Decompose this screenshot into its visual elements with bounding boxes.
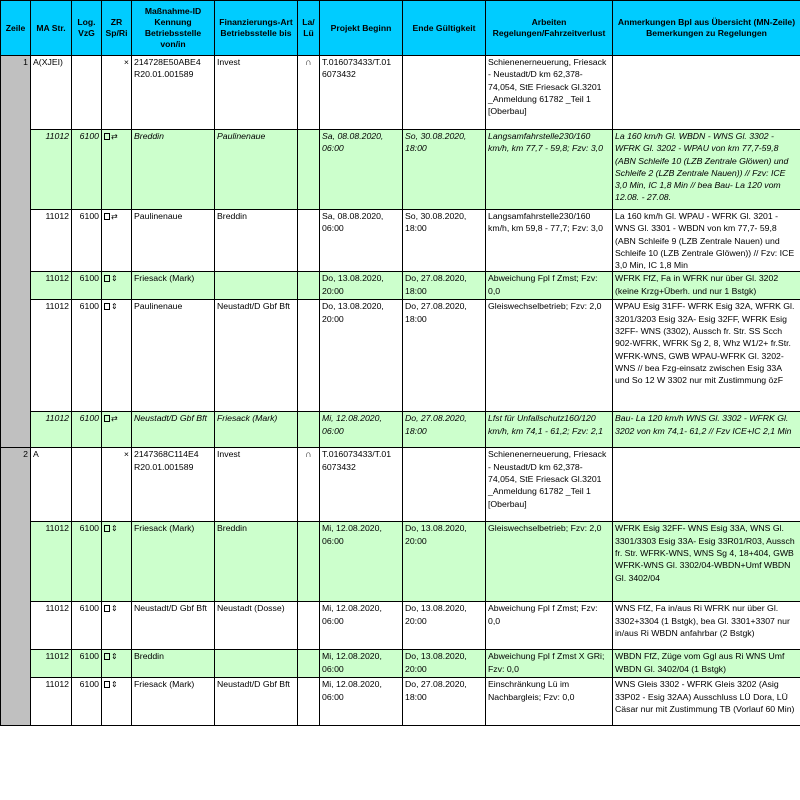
ende-cell [403, 56, 486, 130]
la-lue-cell [298, 272, 320, 300]
la-lue-cell [298, 412, 320, 448]
la-lue-cell [298, 650, 320, 678]
table-row [1, 130, 800, 210]
la-lue-cell [298, 210, 320, 272]
arbeiten-cell: Langsamfahrstelle230/160 km/h, km 59,8 - 77,7; Fzv: 3,0 [486, 210, 613, 272]
anmerkungen-cell: WFRK FfZ, Fa in WFRK nur über Gl. 3202 (keine Krzg+Überh. und nur 1 Bstgk) [613, 272, 800, 300]
ma-str-cell: 11012 [31, 210, 72, 272]
projekt-beginn-cell: Mi, 12.08.2020, 06:00 [320, 522, 403, 602]
zeile-number: 1 [1, 56, 31, 448]
ende-cell: Do, 27.08.2020, 18:00 [403, 272, 486, 300]
anmerkungen-cell: Bau- La 120 km/h WNS Gl. 3302 - WFRK Gl. 3202 von km 74,1- 61,2 // Fzv ICE+IC 2,1 Min [613, 412, 800, 448]
ende-cell: Do, 13.08.2020, 20:00 [403, 602, 486, 650]
la-lue-cell [298, 678, 320, 726]
arbeiten-cell: Schienenerneuerung, Friesack - Neustadt/D km 62,378-74,054, StE Friesack Gl.3201 _Anmeldung 61782 _Teil 1 [Oberbau] [486, 448, 613, 522]
ende-cell: Do, 27.08.2020, 18:00 [403, 300, 486, 412]
checkbox-icon [104, 525, 110, 532]
header-row [1, 1, 800, 56]
projekt-beginn-cell: Do, 13.08.2020, 20:00 [320, 272, 403, 300]
ma-str-cell: 11012 [31, 678, 72, 726]
ende-cell [403, 448, 486, 522]
projekt-beginn-cell: Sa, 08.08.2020, 06:00 [320, 210, 403, 272]
projekt-beginn-cell: Mi, 12.08.2020, 06:00 [320, 602, 403, 650]
log-vzg-cell [72, 448, 102, 522]
projekt-beginn-cell: Sa, 08.08.2020, 06:00 [320, 130, 403, 210]
direction-icon: ⇕ [111, 524, 118, 534]
zr-cell [102, 210, 132, 272]
log-vzg-cell: 6100 [72, 522, 102, 602]
table-row [1, 678, 800, 726]
massnahme-id-cell: 214728E50ABE4 R20.01.001589 [132, 56, 215, 130]
checkbox-icon [104, 133, 110, 140]
betriebsstelle-bis-cell: Neustadt/D Gbf Bft [215, 300, 298, 412]
arbeiten-cell: Abweichung Fpl f Zmst; Fzv: 0,0 [486, 272, 613, 300]
log-vzg-cell: 6100 [72, 130, 102, 210]
betriebsstelle-von-cell: Friesack (Mark) [132, 272, 215, 300]
zr-cell [102, 678, 132, 726]
finanzierungsart-cell: Invest [215, 448, 298, 522]
ende-cell: So, 30.08.2020, 18:00 [403, 210, 486, 272]
direction-icon: ⇄ [111, 212, 118, 221]
ma-str-cell: 11012 [31, 130, 72, 210]
ende-cell: Do, 27.08.2020, 18:00 [403, 412, 486, 448]
zr-cell: × [102, 56, 132, 130]
direction-icon: ⇕ [111, 604, 118, 614]
arbeiten-cell: Abweichung Fpl f Zmst X GRi; Fzv: 0,0 [486, 650, 613, 678]
ende-cell: Do, 13.08.2020, 20:00 [403, 522, 486, 602]
ma-str-cell: 11012 [31, 272, 72, 300]
checkbox-icon [104, 275, 110, 282]
arbeiten-cell: Einschränkung Lü im Nachbargleis; Fzv: 0,0 [486, 678, 613, 726]
table-row [1, 522, 800, 602]
projekt-beginn-cell: Mi, 12.08.2020, 06:00 [320, 678, 403, 726]
log-vzg-cell [72, 56, 102, 130]
arbeiten-cell: Schienenerneuerung, Friesack - Neustadt/D km 62,378-74,054, StE Friesack Gl.3201 _Anmeldung 61782 _Teil 1 [Oberbau] [486, 56, 613, 130]
zr-cell [102, 130, 132, 210]
betriebsstelle-bis-cell [215, 272, 298, 300]
betriebsstelle-bis-cell: Breddin [215, 522, 298, 602]
header-log-vzg: Log. VzG [72, 1, 102, 56]
header-zeile: Zeile [1, 1, 31, 56]
header-projekt-beginn: Projekt Beginn [320, 1, 403, 56]
arbeiten-cell: Lfst für Unfallschutz160/120 km/h, km 74,1 - 61,2; Fzv: 2,1 [486, 412, 613, 448]
log-vzg-cell: 6100 [72, 602, 102, 650]
betriebsstelle-von-cell: Friesack (Mark) [132, 678, 215, 726]
arbeiten-cell: Gleiswechselbetrieb; Fzv: 2,0 [486, 522, 613, 602]
massnahme-id-cell: 2147368C114E4 R20.01.001589 [132, 448, 215, 522]
zr-cell [102, 272, 132, 300]
zr-cell [102, 300, 132, 412]
anmerkungen-cell: WNS FfZ, Fa in/aus Ri WFRK nur über Gl. 3302+3304 (1 Bstgk), bea Gl. 3301+3307 nur in/aus Ri WBDN anfahrbar (2 Bstgk) [613, 602, 800, 650]
direction-icon: ⇕ [111, 652, 118, 662]
table-row [1, 412, 800, 448]
la-lue-cell: ∩ [298, 448, 320, 522]
zr-cell [102, 412, 132, 448]
zr-cell [102, 602, 132, 650]
betriebsstelle-bis-cell: Neustadt (Dosse) [215, 602, 298, 650]
header-massnahme-id: Maßnahme-ID Kennung Betriebsstelle von/in [132, 1, 215, 56]
betriebsstelle-bis-cell: Friesack (Mark) [215, 412, 298, 448]
log-vzg-cell: 6100 [72, 210, 102, 272]
la-lue-cell [298, 522, 320, 602]
ende-cell: Do, 27.08.2020, 18:00 [403, 678, 486, 726]
checkbox-icon [104, 653, 110, 660]
la-lue-cell [298, 602, 320, 650]
la-lue-cell [298, 300, 320, 412]
header-anmerkungen: Anmerkungen Bpl aus Übersicht (MN-Zeile) Bemerkungen zu Regelungen [613, 1, 800, 56]
projekt-beginn-cell: T.016073433/T.01 6073432 [320, 448, 403, 522]
zr-cell: × [102, 448, 132, 522]
direction-icon: ⇕ [111, 274, 118, 284]
zeile-number: 2 [1, 448, 31, 726]
ma-str-cell: A [31, 448, 72, 522]
table-body [1, 56, 800, 726]
betriebsstelle-von-cell: Paulinenaue [132, 210, 215, 272]
checkbox-icon [104, 213, 110, 220]
table-row [1, 272, 800, 300]
direction-icon: ⇕ [111, 302, 118, 312]
direction-icon: ⇄ [111, 414, 118, 424]
projekt-beginn-cell: T.016073433/T.01 6073432 [320, 56, 403, 130]
direction-icon: ⇄ [111, 132, 118, 141]
table-row [1, 56, 800, 130]
betriebsstelle-bis-cell: Paulinenaue [215, 130, 298, 210]
betriebsstelle-von-cell: Breddin [132, 650, 215, 678]
anmerkungen-cell: La 160 km/h Gl. WBDN - WNS Gl. 3302 - WFRK Gl. 3202 - WPAU von km 77,7-59,8 (ABN Schleife 10 (LZB Zentrale Glöwen) und Schleife 2 (LZB Zentrale Nauen)) // Fzv: ICE 3,0 Min, IC 1,8 Min // bea Bau- La 120 vom 12.08. - 27.08. [613, 130, 800, 210]
table-row [1, 448, 800, 522]
ma-str-cell: 11012 [31, 412, 72, 448]
header-la-lue: La/ Lü [298, 1, 320, 56]
betriebsstelle-bis-cell [215, 650, 298, 678]
la-lue-cell: ∩ [298, 56, 320, 130]
header-zr-sp-ri: ZR Sp/Ri [102, 1, 132, 56]
anmerkungen-cell: WNS Gleis 3302 - WFRK Gleis 3202 (Asig 33P02 - Esig 32AA) Ausschluss LÜ Dora, LÜ Cäsar nur mit Zustimmung TB (Vorlauf 60 Min) [613, 678, 800, 726]
checkbox-icon [104, 681, 110, 688]
zr-cell [102, 650, 132, 678]
ma-str-cell: A(XJEI) [31, 56, 72, 130]
header-arbeiten: Arbeiten Regelungen/Fahrzeitverlust [486, 1, 613, 56]
checkbox-icon [104, 415, 110, 422]
checkbox-icon [104, 303, 110, 310]
la-lue-cell [298, 130, 320, 210]
direction-icon: ⇕ [111, 680, 118, 690]
header-ende-gueltigkeit: Ende Gültigkeit [403, 1, 486, 56]
ma-str-cell: 11012 [31, 522, 72, 602]
zr-cell [102, 522, 132, 602]
ende-cell: Do, 13.08.2020, 20:00 [403, 650, 486, 678]
betriebsstelle-von-cell: Neustadt/D Gbf Bft [132, 602, 215, 650]
arbeiten-cell: Langsamfahrstelle230/160 km/h, km 77,7 - 59,8; Fzv: 3,0 [486, 130, 613, 210]
ma-str-cell: 11012 [31, 650, 72, 678]
table-row [1, 650, 800, 678]
anmerkungen-cell [613, 56, 800, 130]
projekt-beginn-cell: Mi, 12.08.2020, 06:00 [320, 650, 403, 678]
arbeiten-cell: Abweichung Fpl f Zmst; Fzv: 0,0 [486, 602, 613, 650]
table-row [1, 210, 800, 272]
header-ma-str: MA Str. [31, 1, 72, 56]
anmerkungen-cell: WFRK Esig 32FF- WNS Esig 33A, WNS Gl. 3301/3303 Esig 33A- Esig 33R01/R03, Aussch fr. Str. WFRK-WNS, WNS Sg 4, 18+404, GWB WFRK-WNS Gl. 3302/04-WBDN+Umf WBDN Gl. 3402/04 [613, 522, 800, 602]
anmerkungen-cell: La 160 km/h Gl. WPAU - WFRK Gl. 3201 - WNS Gl. 3301 - WBDN von km 77,7- 59,8 (ABN Schleife 9 (LZB Zentrale Nauen) und Schleife 10 (LZB Zentrale Glöwen)) // Fzv: ICE 3,0 Min, IC 1,8 Min [613, 210, 800, 272]
ma-str-cell: 11012 [31, 602, 72, 650]
anmerkungen-cell: WPAU Esig 31FF- WFRK Esig 32A, WFRK Gl. 3201/3203 Esig 32A- Esig 32FF, WFRK Esig 32FF- WNS (3302), Aussch fr. Str. SS Scch 902-WFRK, WFRK Sg 2, 8, Whz W1/2+ fr.Str. WFRK-WNS, GWB WPAU-WFRK Gl. 3202-WNS // bea Fzg-einsatz zwischen Esig 33A und So 12 W 3302 nur mit Zustimmung özF [613, 300, 800, 412]
projekt-beginn-cell: Do, 13.08.2020, 20:00 [320, 300, 403, 412]
arbeiten-cell: Gleiswechselbetrieb; Fzv: 2,0 [486, 300, 613, 412]
log-vzg-cell: 6100 [72, 300, 102, 412]
betriebsstelle-bis-cell: Breddin [215, 210, 298, 272]
ende-cell: So, 30.08.2020, 18:00 [403, 130, 486, 210]
finanzierungsart-cell: Invest [215, 56, 298, 130]
ma-str-cell: 11012 [31, 300, 72, 412]
anmerkungen-cell [613, 448, 800, 522]
betriebsstelle-von-cell: Paulinenaue [132, 300, 215, 412]
betriebsstelle-von-cell: Breddin [132, 130, 215, 210]
header-finanzierungsart: Finanzierungs-Art Betriebsstelle bis [215, 1, 298, 56]
log-vzg-cell: 6100 [72, 412, 102, 448]
checkbox-icon [104, 605, 110, 612]
log-vzg-cell: 6100 [72, 650, 102, 678]
betriebsstelle-von-cell: Neustadt/D Gbf Bft [132, 412, 215, 448]
log-vzg-cell: 6100 [72, 678, 102, 726]
projekt-beginn-cell: Mi, 12.08.2020, 06:00 [320, 412, 403, 448]
betriebsstelle-von-cell: Friesack (Mark) [132, 522, 215, 602]
table-row [1, 602, 800, 650]
table-row [1, 300, 800, 412]
betriebsstelle-bis-cell: Neustadt/D Gbf Bft [215, 678, 298, 726]
log-vzg-cell: 6100 [72, 272, 102, 300]
anmerkungen-cell: WBDN FfZ, Züge vom Ggl aus Ri WNS Umf WBDN Gl. 3402/04 (1 Bstgk) [613, 650, 800, 678]
